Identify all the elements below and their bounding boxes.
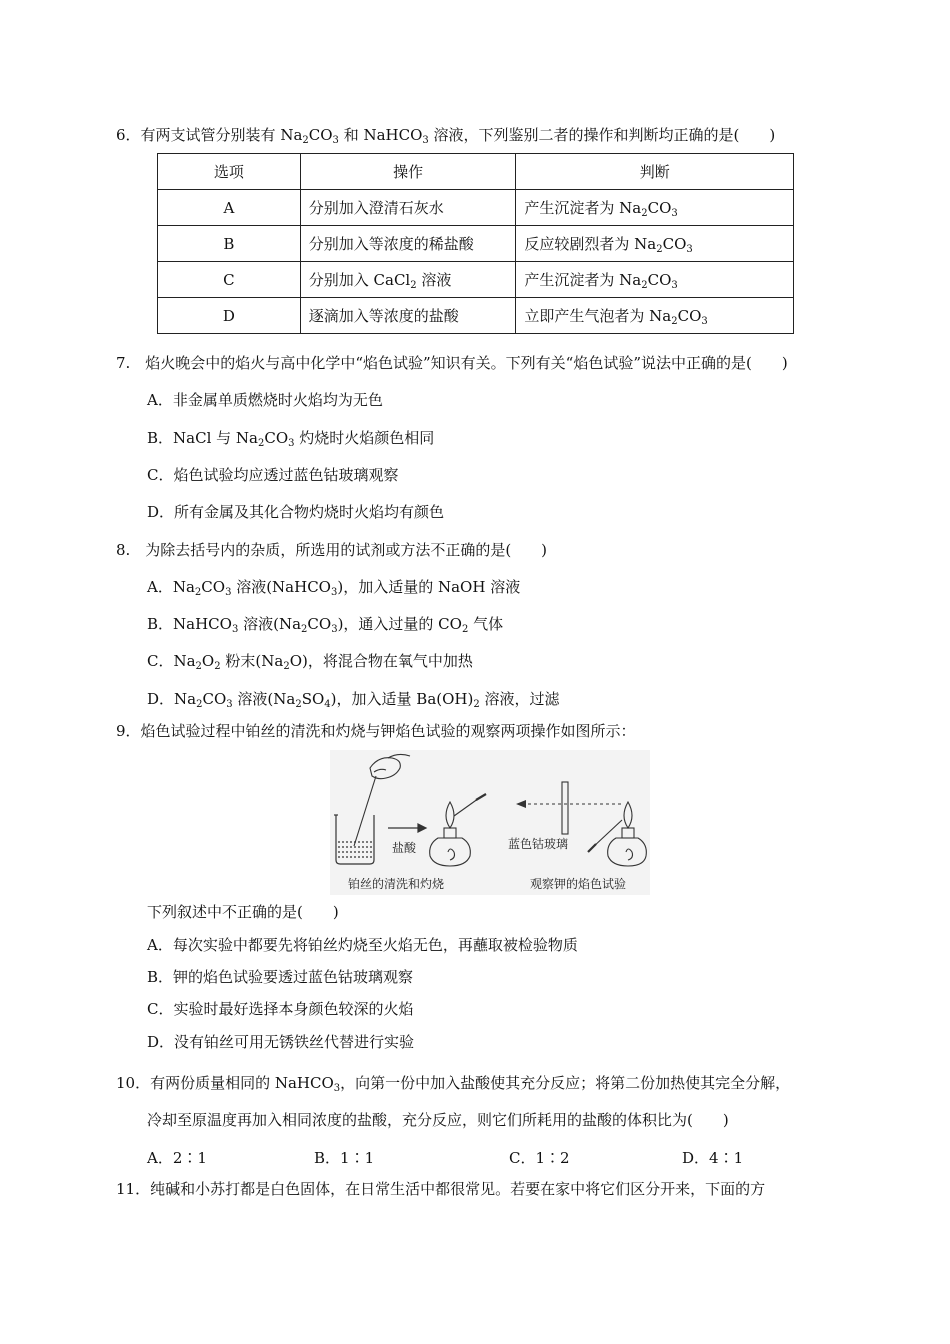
flame-test-figure bbox=[330, 750, 650, 895]
sub: 2 bbox=[295, 699, 302, 710]
q7-option-b bbox=[147, 428, 434, 448]
q6-stem bbox=[116, 125, 775, 145]
header-cell: 判断 bbox=[516, 154, 794, 190]
sub: 3 bbox=[225, 587, 232, 598]
sub: 3 bbox=[331, 624, 338, 635]
q9-option-a: A．每次实验中都要先将铂丝灼烧至火焰无色，再蘸取被检验物质 bbox=[147, 936, 578, 954]
sub: 2 bbox=[461, 624, 469, 635]
q7-option-c: C．焰色试验均应透过蓝色钴玻璃观察 bbox=[147, 466, 399, 484]
q10-option-b: B．1∶1 bbox=[314, 1149, 375, 1167]
header-cell: 选项 bbox=[158, 154, 301, 190]
figure-background bbox=[330, 750, 650, 895]
formula: CO bbox=[662, 235, 687, 253]
judgement-cell bbox=[516, 226, 794, 262]
operation-cell: 逐滴加入等浓度的盐酸 bbox=[300, 298, 516, 334]
header-cell: 操作 bbox=[300, 154, 516, 190]
sub: 3 bbox=[332, 135, 339, 146]
formula: CO bbox=[677, 307, 702, 325]
q10-stem-line1 bbox=[116, 1073, 790, 1093]
q9-option-d: D．没有铂丝可用无锈铁丝代替进行实验 bbox=[147, 1033, 415, 1051]
table-row bbox=[158, 298, 794, 334]
judgement-cell bbox=[516, 190, 794, 226]
q8-option-b bbox=[147, 614, 503, 634]
sub: 3 bbox=[288, 438, 295, 449]
text: 溶液(Na bbox=[232, 690, 296, 708]
sub: 2 bbox=[641, 208, 648, 219]
text: 粉末(Na bbox=[220, 652, 284, 670]
text: )，加入适量的 NaOH 溶液 bbox=[337, 578, 521, 596]
fig-label-acid: 盐酸 bbox=[392, 841, 417, 855]
text: 溶液(Na bbox=[238, 615, 302, 633]
sub: 2 bbox=[196, 699, 203, 710]
text: CO bbox=[201, 578, 226, 596]
sub: 3 bbox=[671, 208, 678, 219]
text: CO bbox=[307, 615, 332, 633]
option-cell: D bbox=[158, 298, 301, 334]
text: O bbox=[201, 652, 215, 670]
sub: 2 bbox=[410, 280, 417, 291]
text: B．NaHCO bbox=[147, 615, 232, 633]
judge-text: 反应较剧烈者为 Na bbox=[524, 235, 657, 253]
q6-stem-part: 和 NaHCO bbox=[338, 126, 423, 144]
text: D．Na bbox=[147, 690, 197, 708]
text: CO bbox=[202, 690, 227, 708]
text: 溶液，过滤 bbox=[479, 690, 560, 708]
judgement-cell bbox=[516, 262, 794, 298]
text: )，加入适量 Ba(OH) bbox=[330, 690, 474, 708]
fig-caption-left: 铂丝的清洗和灼烧 bbox=[348, 877, 445, 891]
q10-option-c: C．1∶2 bbox=[509, 1149, 570, 1167]
q7-option-d: D．所有金属及其化合物灼烧时火焰均有颜色 bbox=[147, 503, 445, 521]
operation-cell bbox=[300, 262, 516, 298]
sub: 2 bbox=[195, 661, 202, 672]
table-row bbox=[158, 190, 794, 226]
text: 10．有两份质量相同的 NaHCO bbox=[116, 1074, 334, 1092]
sub: 3 bbox=[330, 587, 338, 598]
formula: CO bbox=[647, 199, 672, 217]
text: 溶液(NaHCO bbox=[231, 578, 331, 596]
sub: 2 bbox=[302, 135, 309, 146]
q10-options bbox=[147, 1148, 743, 1168]
judge-text: 立即产生气泡者为 Na bbox=[524, 307, 672, 325]
fig-caption-right: 观察钾的焰色试验 bbox=[530, 877, 627, 891]
q6-stem-part: 6．有两支试管分别装有 Na bbox=[116, 126, 303, 144]
sub: 3 bbox=[231, 624, 239, 635]
sub: 2 bbox=[214, 661, 221, 672]
q6-stem-part: 溶液，下列鉴别二者的操作和判断均正确的是( ) bbox=[428, 126, 776, 144]
q10-option-a: A．2∶1 bbox=[147, 1149, 207, 1167]
table-header-row bbox=[158, 154, 794, 190]
sub: 2 bbox=[301, 624, 308, 635]
option-cell: B bbox=[158, 226, 301, 262]
text: 灼烧时火焰颜色相同 bbox=[294, 429, 435, 447]
option-cell: A bbox=[158, 190, 301, 226]
text: ，向第一份中加入盐酸使其充分反应；将第二份加热使其完全分解， bbox=[340, 1074, 791, 1092]
sub: 2 bbox=[194, 587, 202, 598]
option-cell: C bbox=[158, 262, 301, 298]
q6-options-table bbox=[157, 153, 794, 334]
q7-stem: 7. 焰火晚会中的焰火与高中化学中“焰色试验”知识有关。下列有关“焰色试验”说法中正确的是( ) bbox=[116, 354, 788, 372]
judge-text: 产生沉淀者为 Na bbox=[524, 199, 642, 217]
q9-option-c: C．实验时最好选择本身颜色较深的火焰 bbox=[147, 1000, 414, 1018]
judgement-cell bbox=[516, 298, 794, 334]
q8-stem: 8. 为除去括号内的杂质，所选用的试剂或方法不正确的是( ) bbox=[116, 541, 548, 559]
formula: CO bbox=[647, 271, 672, 289]
q8-option-a bbox=[147, 577, 520, 597]
sub: 2 bbox=[656, 244, 663, 255]
fig-label-glass: 蓝色钴玻璃 bbox=[508, 837, 569, 851]
sub: 3 bbox=[226, 699, 233, 710]
text: B．NaCl 与 Na bbox=[147, 429, 258, 447]
sub: 2 bbox=[473, 699, 480, 710]
operation-cell: 分别加入澄清石灰水 bbox=[300, 190, 516, 226]
q11-stem: 11．纯碱和小苏打都是白色固体，在日常生活中都很常见。若要在家中将它们区分开来，下面的方 bbox=[116, 1180, 766, 1198]
q9-sub-stem: 下列叙述中不正确的是( ) bbox=[147, 903, 339, 921]
sub: 3 bbox=[333, 1083, 341, 1094]
table-row bbox=[158, 262, 794, 298]
sub: 2 bbox=[671, 316, 678, 327]
q10-option-d: D．4∶1 bbox=[682, 1149, 744, 1167]
table-row bbox=[158, 226, 794, 262]
operation-cell: 分别加入等浓度的稀盐酸 bbox=[300, 226, 516, 262]
text: SO bbox=[301, 690, 325, 708]
sub: 2 bbox=[257, 438, 265, 449]
q7-option-a: A．非金属单质燃烧时火焰均为无色 bbox=[147, 391, 383, 409]
sub: 3 bbox=[701, 316, 708, 327]
op-text: 溶液 bbox=[416, 271, 452, 289]
judge-text: 产生沉淀者为 Na bbox=[524, 271, 642, 289]
q6-stem-part: CO bbox=[308, 126, 333, 144]
sub: 3 bbox=[422, 135, 429, 146]
text: )，通入过量的 CO bbox=[337, 615, 462, 633]
q8-option-c bbox=[147, 651, 473, 671]
text: A．Na bbox=[147, 578, 195, 596]
sub: 4 bbox=[324, 699, 331, 710]
sub: 2 bbox=[641, 280, 648, 291]
sub: 3 bbox=[671, 280, 678, 291]
q10-stem-line2: 冷却至原温度再加入相同浓度的盐酸，充分反应，则它们所耗用的盐酸的体积比为( ) bbox=[147, 1111, 729, 1129]
text: C．Na bbox=[147, 652, 196, 670]
op-text: 分别加入 CaCl bbox=[308, 271, 411, 289]
text: 气体 bbox=[468, 615, 504, 633]
text: O)，将混合物在氧气中加热 bbox=[289, 652, 473, 670]
sub: 2 bbox=[283, 661, 290, 672]
q9-stem: 9．焰色试验过程中铂丝的清洗和灼烧与钾焰色试验的观察两项操作如图所示： bbox=[116, 722, 636, 740]
q9-option-b: B．钾的焰色试验要透过蓝色钴玻璃观察 bbox=[147, 968, 414, 986]
sub: 3 bbox=[686, 244, 693, 255]
text: CO bbox=[264, 429, 289, 447]
q8-option-d bbox=[147, 689, 560, 709]
